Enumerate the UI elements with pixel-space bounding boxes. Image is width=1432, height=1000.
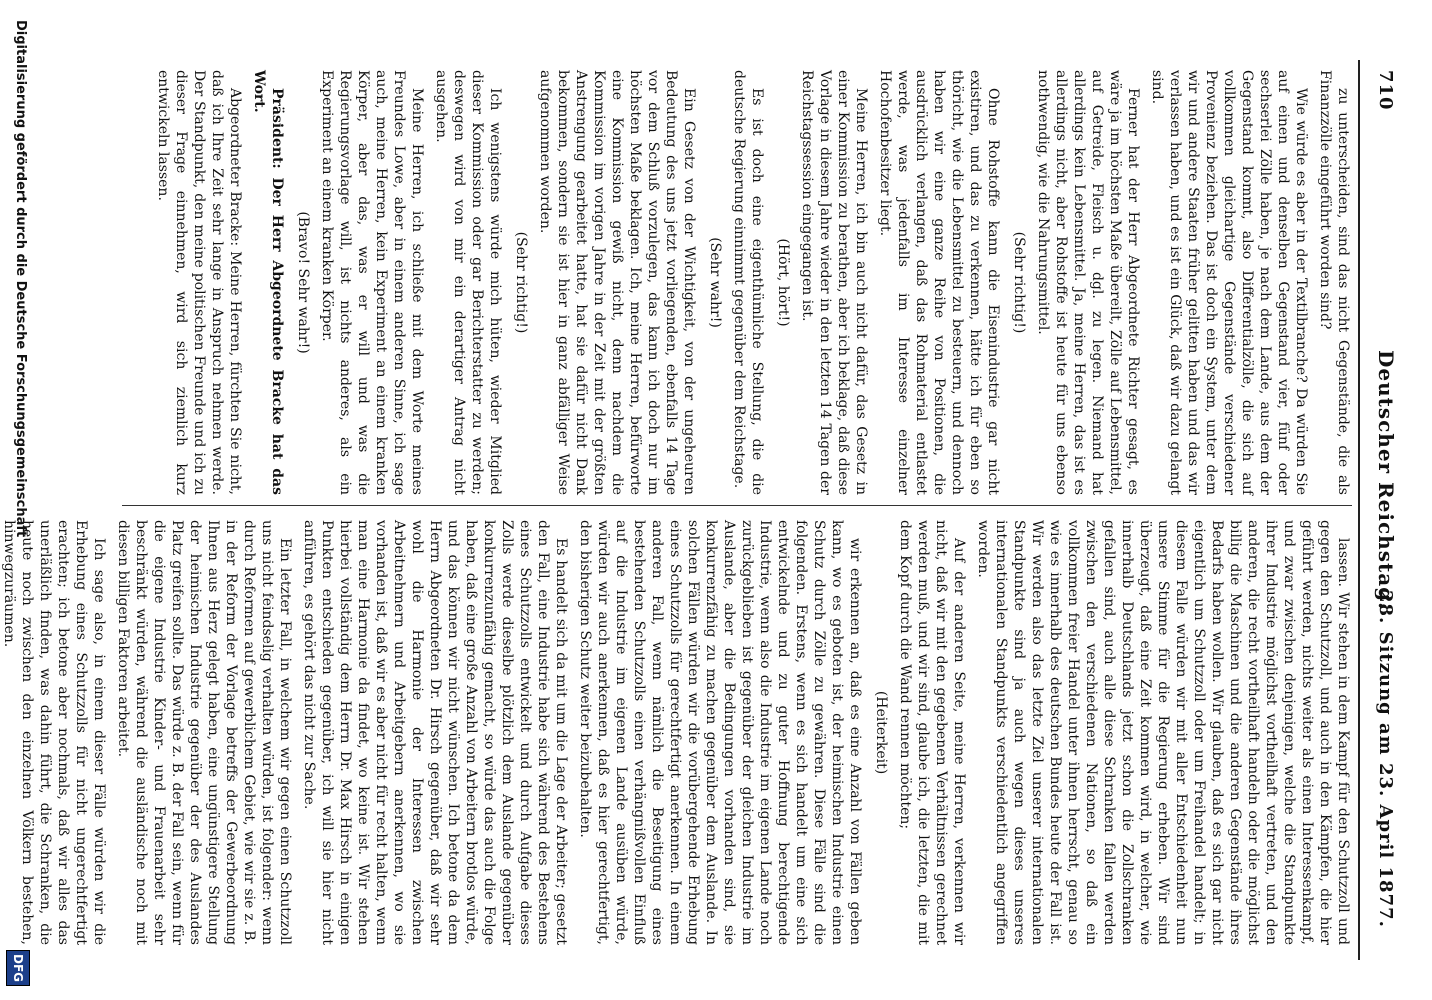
interjection: (Bravo! Sehr wahr!) — [295, 211, 311, 354]
interjection: (Hört, hört!) — [775, 238, 791, 327]
paragraph: Wie würde es aber in der Textilbranche? Da würden Sie auf einen und denselben Gegenstand vier, fünf oder sechserlei Zölle haben, je nach dem Lande, aus dem der Gegenstand kommt, also Differentialzölle, die sich auf vollkommen gleichartige Gegenstände verschiedener Provenienz beziehen. Das ist doch ein System, unter dem wir und andere Staaten früher gelitten haben und das wir verlassen haben, und es ist ein Glück, daß wir dazu gelangt sind. — [1149, 70, 1309, 495]
interjection: (Sehr richtig!) — [1011, 231, 1027, 334]
paragraph: Es ist doch eine eigenthümliche Stellung, die die deutsche Regierung einnimmt gegenüber dem Reichstage. — [731, 70, 765, 495]
interjection: (Sehr wahr!) — [707, 237, 723, 328]
paragraph: Ohne Rohstoffe kann die Eisenindustrie gar nicht existiren, und das zu verkennen, hätte ich für eben so thöricht, wie die Lebensmittel zu besteuern, und dennoch haben wir eine ganze Reihe von Positionen, die ausdrücklich verlangen, daß das Rohmaterial entlastet werde, was jedenfalls im Interesse einzelner Hochofenbesitzer liegt. — [877, 70, 1001, 495]
page-header — [1362, 70, 1432, 950]
digitization-footer — [4, 0, 32, 1000]
publication-title: Deutscher Reichstag. — [1374, 350, 1398, 611]
paragraph: Meine Herren, ich bin auch nicht dafür, das Gesetz in einer Kommission zu berathen, aber ich beklage, daß diese Vorlage in diesem Jahre wieder in den letzten 14 Tagen der Reichstagssession eingegangen ist. — [799, 70, 869, 495]
speaker-paragraph: Präsident: Der Herr Abgeordnete Bracke hat das Wort. — [251, 70, 285, 495]
session-date: 28. Sitzung am 23. April 1877. — [1375, 590, 1396, 928]
header-rule — [1358, 60, 1360, 960]
paragraph: Ein Gesetz von der Wichtigkeit, von der ungeheuren Bedeutung des uns jetzt vorliegenden, ebenfalls 14 Tage vor dem Schluß vorzulegen, das kann ich doch nur im höchsten Maße beklagen. Ich, meine Herren, befürworte eine Kommission gewiß nicht, denn nachdem die Kommission im vorigen Jahre in der Zeit mit der größten Anstrengung gearbeitet hatte, hat sie dafür nicht Dank bekommen, sondern sie ist hier in ganz abfälliger Weise aufgenommen worden. — [537, 70, 697, 495]
speaker-paragraph: Abgeordneter Bracke: Meine Herren, fürchten Sie nicht, daß ich Ihre Zeit sehr lange in Anspruch nehmen werde. Der Standpunkt, den meine politischen Freunde und ich zu dieser Frage einnehmen, wird sich ziemlich kurz entwickeln lassen. — [155, 70, 243, 495]
paragraph: Es handelt sich da mit um die Lage der Arbeiter; gesetzt den Fall, eine Industrie habe sich während des Bestehens eines Schutzzolls entwickelt und durch Aufgabe dieses Zolls werde dieselbe plötzlich dem Auslande gegenüber konkurrenzunfähig gemacht, so würde das auch die Folge haben, daß eine große Anzahl von Arbeitern brotlos würde, und das können wir nicht wünschen. Ich betone da dem Herrn Abgeordneten Dr. Hirsch gegenüber, daß wir sehr wohl die Harmonie der Interessen zwischen Arbeitnehmern und Arbeitgebern anerkennen, wo sie vorhanden ist, daß wir es aber nicht für recht halten, wenn man eine Harmonie da findet, wo keine ist. Wir stehen hierbei vollständig dem Herrn Dr. Max Hirsch in einigen Punkten entschieden gegenüber, ich will sie hier nicht anführen, es gehört das nicht zur Sache. — [301, 520, 569, 945]
paragraph: Ferner hat der Herr Abgeordnete Richter gesagt, es wäre ja im höchsten Maße übereilt, Zölle auf Lebensmittel, auf Getreide, Fleisch u. dgl. zu legen. Niemand hat allerdings kein Lebensmittel. Ja, meine Herren, das ist es allerdings nicht, aber Rohstoffe ist heute für uns ebenso nothwendig, wie die Nahrungsmittel. — [1035, 70, 1141, 495]
paragraph: Auf der anderen Seite, meine Herren, verkennen wir nicht, daß wir mit den gegebenen Verhältnissen gerechnet werden muß, und wir sind, glaube ich, die letzten, die mit dem Kopf durch die Wand rennen möchten; — [897, 520, 967, 945]
paragraph: Ich sage also, in einem dieser Fälle würden wir die Erhebung eines Schutzzolls für nicht ungerechtfertigt erachten; ich betone aber nochmals, daß wir alles das unerläßlich finden, was dahin führt, die Schranken, die heute noch zwischen den einzelnen Völkern bestehen, hinwegzuräumen. — [1, 520, 107, 945]
footer-text: Digitalisierung gefördert durch die Deutsche Forschungsgemeinschaft — [13, 20, 28, 538]
interjection: (Sehr richtig!) — [513, 231, 529, 334]
paragraph: wir erkennen an, daß es eine Anzahl von Fällen geben kann, wo es geboten ist, der heimischen Industrie einen Schutz durch Zölle zu gewähren. Diese Fälle sind die folgenden. Erstens, wenn es sich handelt um eine sich entwickelnde und zu guter Hoffnung berechtigende Industrie, wenn also die Industrie im eigenen Lande noch zurückgeblieben ist gegenüber der gleichen Industrie im Auslande, aber die Bedingungen vorhanden sind, sie konkurrenzfähig zu machen gegenüber dem Auslande. In solchen Fällen würden wir die vorübergehende Erhebung eines Schutzzolls für gerechtfertigt anerkennen. In einem anderen Fall, wenn nämlich die Beseitigung eines bestehenden Schutzzolls einen verhängnißvollen Einfluß auf die Industrie im eigenen Lande ausüben würde, würden wir auch anerkennen, daß es hier gerechtfertigt, den bisherigen Schutz weiter beizubehalten. — [577, 520, 863, 945]
page-number: 710 — [1375, 70, 1396, 111]
dfg-logo-icon: DFG — [6, 950, 30, 986]
paragraph: Meine Herren, ich schließe mit dem Worte meines Freundes Lowe, aber in einem anderen Sinne, ich sage auch, meine Herren, kein Experiment an einem kranken Körper, aber das, was er will und was die Regierungsvorlage will, ist nichts anderes, als ein Experiment an einem kranken Körper. — [319, 70, 425, 495]
left-column — [122, 70, 1352, 495]
paragraph: zu unterscheiden, sind das nicht Gegenstände, die als Finanzzölle eingeführt worden sind? — [1317, 70, 1351, 495]
paragraph: Ein letzter Fall, in welchem wir gegen einen Schutzzoll uns nicht feindselig verhalten würden, ist folgender: wenn durch Reformen auf gewerblichem Gebiet, wie wir sie z. B. in der Reform der Vorlage betreffs der Gewerbeordnung Ihnen aus Herz gelegt haben, eine ungünstigere Stellung der heimischen Industrie gegenüber der des Auslandes Platz greifen sollte. Das würde z. B. der Fall sein, wenn für die eigene Industrie Kinder- und Frauenarbeit sehr beschränkt würden, während die ausländische noch mit diesen billigen Faktoren arbeitet. — [115, 520, 293, 945]
paragraph: Ich wenigstens würde mich hüten, wieder Mitglied dieser Kommission oder gar Berichterstatter zu werden; deswegen wird von mir ein derartiger Antrag nicht ausgehen. — [433, 70, 503, 495]
paragraph: lassen. Wir stehen in dem Kampf für den Schutzzoll und gegen den Schutzzoll, und auch in den Kämpfen, die hier geführt werden, nichts weiter als einen Interessenkampf, und zwar zwischen denjenigen, welche die Standpunkte ihrer Industrie möglichst vortheilhaft vertreten, und den anderen, die recht vortheilhaft handeln oder die möglichst billig die Maschinen und die anderen Gegenstände ihres Bedarfs haben wollen. Wir glauben, daß es sich gar nicht eigentlich um Schutzzoll oder um Freihandel handelt; in diesem Falle würden wir mit aller Entschiedenheit nun unsere Stimme für die Regierung erheben. Wir sind überzeugt, daß eine Zeit kommen wird, in welcher, wie innerhalb Deutschlands jetzt schon die Zollschranken gefallen sind, auch alle diese Schranken fallen werden zwischen den verschiedenen Nationen, so daß ein vollkommen freier Handel unter ihnen herrscht, genau so wie es innerhalb des deutschen Bundes heute der Fall ist. Wir werden also das letzte Ziel unserer internationalen Standpunkte sind ja auch wegen dieses unseres internationalen Standpunkts verschiedentlich angegriffen worden. — [975, 520, 1351, 945]
right-column — [1, 520, 1352, 945]
interjection: (Heiterkeit) — [873, 690, 889, 775]
column-divider — [122, 505, 1352, 506]
